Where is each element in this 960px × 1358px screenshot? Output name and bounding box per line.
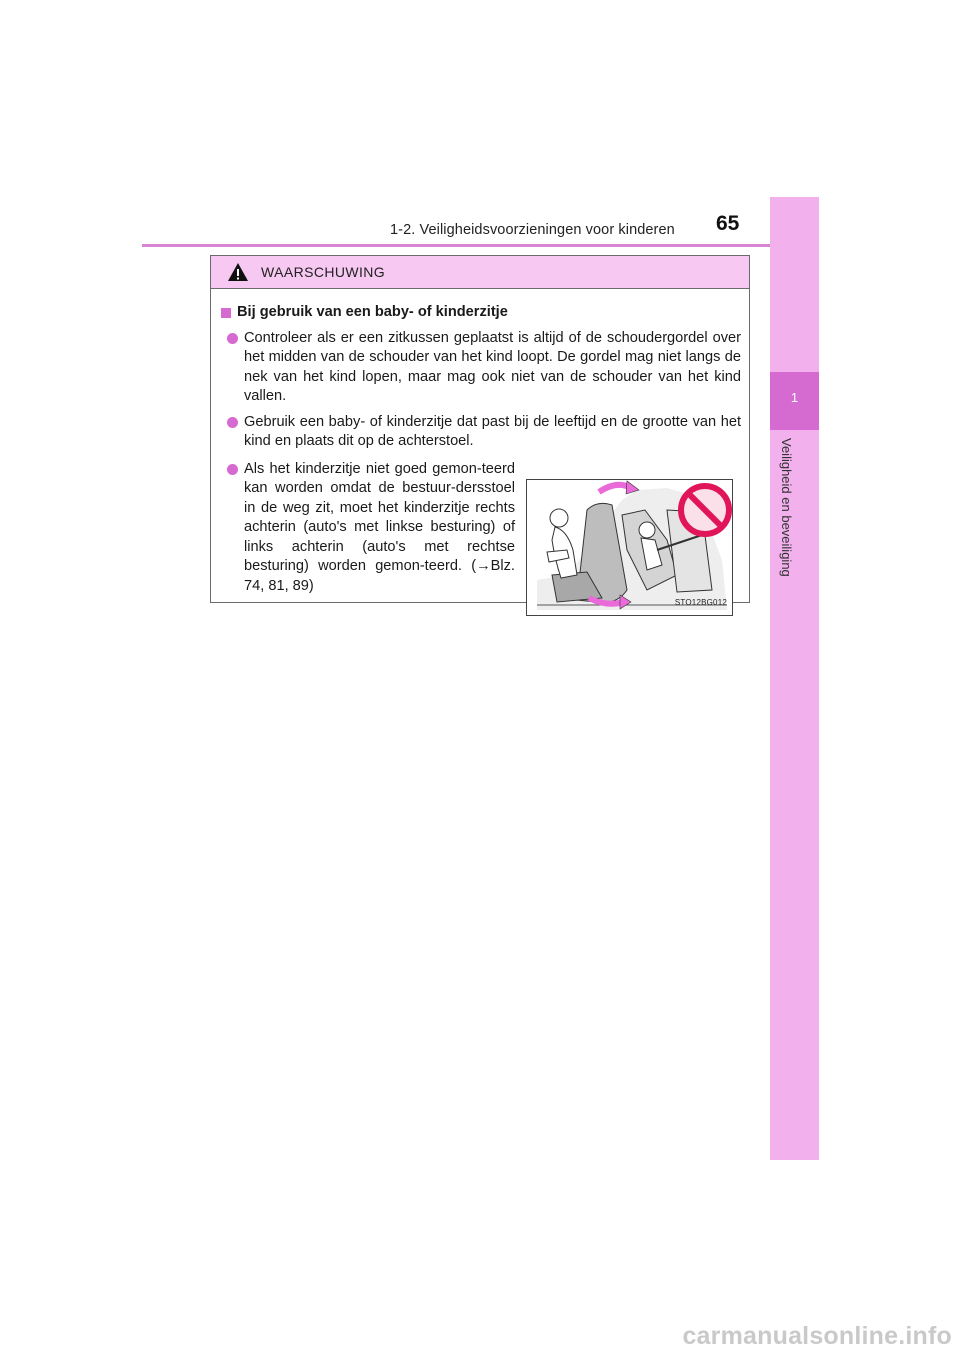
bullet-icon <box>227 333 238 344</box>
section-heading-text: Bij gebruik van een baby- of kinderzitje <box>237 304 508 320</box>
list-item-text: Gebruik een baby- of kinderzitje dat past bij de leeftijd en de grootte van het kind en plaats dit op de achterstoel. <box>244 413 741 449</box>
chapter-side-tab <box>770 197 819 1160</box>
list-item <box>223 460 515 597</box>
warning-header <box>211 256 749 289</box>
list-item-text: Controleer als er een zitkussen geplaatst is altijd of de schoudergordel over het midden van de schouder van het kind loopt. De gordel mag niet langs de nek van het kind lopen, maar mag ook niet van de schouder van het kind vallen. <box>244 329 741 404</box>
warning-body <box>211 289 749 607</box>
bullet-icon <box>227 417 238 428</box>
figure-code: STO12BG012 <box>674 597 727 607</box>
square-bullet-icon <box>221 308 231 318</box>
warning-box <box>210 255 750 607</box>
warning-label: WAARSCHUWING <box>261 264 386 280</box>
chapter-number: 1 <box>790 390 799 405</box>
chapter-label: Veiligheid en beveiliging <box>779 438 794 577</box>
section-title: 1-2. Veiligheidsvoorzieningen voor kinderen <box>390 222 675 238</box>
page-number: 65 <box>716 212 740 235</box>
list-item-text: Als het kinderzitje niet goed gemon-teerd kan worden omdat de bestuur-dersstoel in de weg zit, moet het kinderzitje rechts achterin (auto's met linkse besturing) of links achterin (auto's met rechtse besturing) worden gemon-teerd. (→Blz. 74, 81, 89) <box>244 460 515 594</box>
child-seat-illustration <box>526 479 733 616</box>
warning-triangle-icon <box>227 262 249 282</box>
watermark-text: carmanualsonline.info <box>682 1322 952 1350</box>
section-heading <box>221 303 741 323</box>
list-item <box>223 413 741 452</box>
bullet-icon <box>227 464 238 475</box>
list-item <box>223 329 741 407</box>
header-divider <box>142 244 819 247</box>
